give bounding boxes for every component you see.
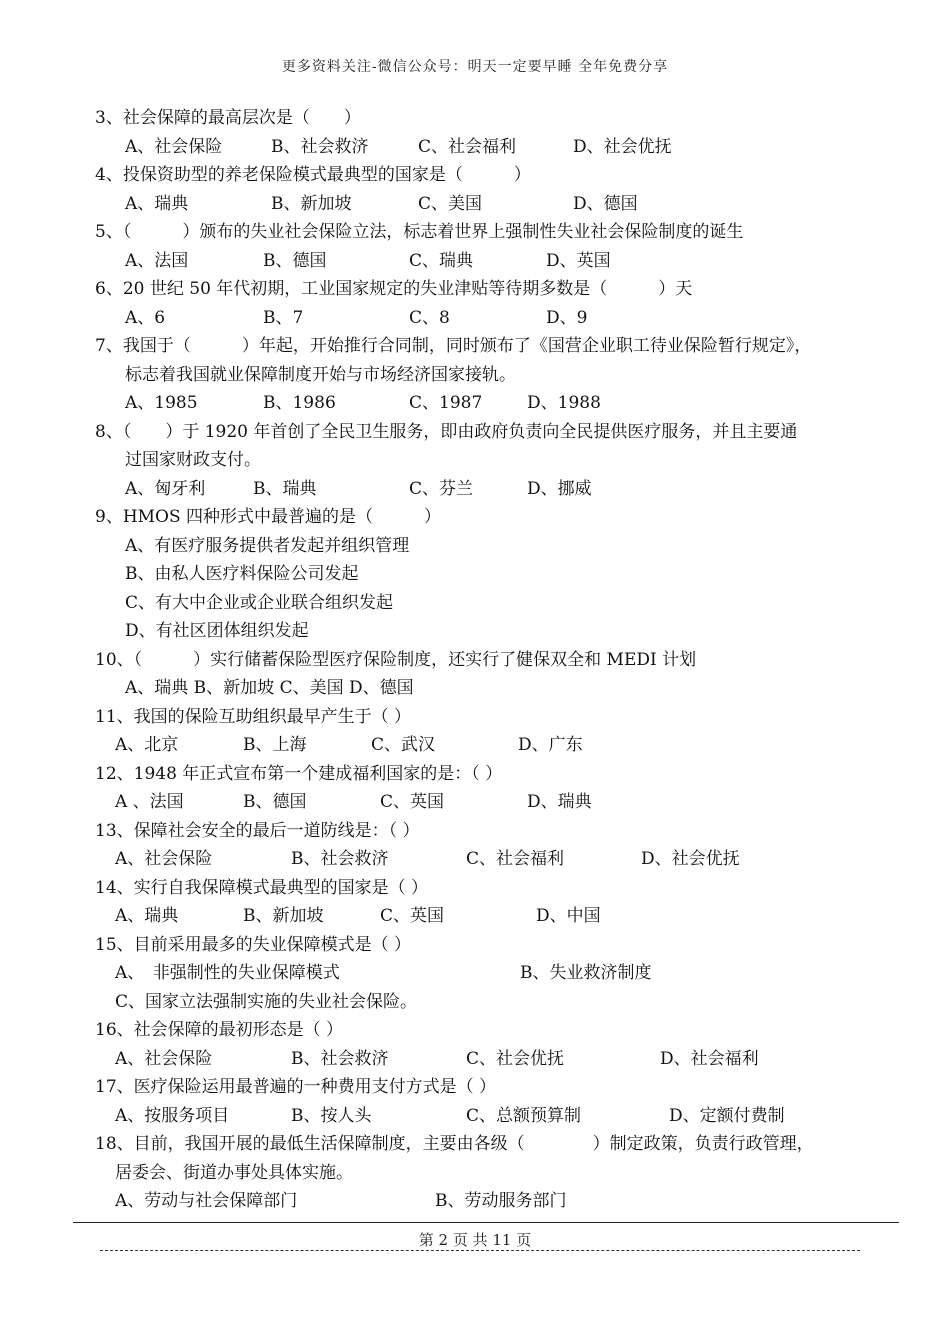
option-a: A、按服务项目 <box>115 1105 230 1126</box>
option-c: C、美国 <box>418 193 483 214</box>
question-13-options <box>95 845 895 874</box>
option-c: C、社会福利 <box>418 136 517 157</box>
option-b: B、由私人医疗料保险公司发起 <box>125 564 359 584</box>
question-11: 11、我国的保险互助组织最早产生于（ ） <box>95 706 412 727</box>
option-b: B、德国 <box>263 250 327 271</box>
dashed-cut-line <box>100 1250 860 1251</box>
question-17: 17、医疗保险运用最普遍的一种费用支付方式是（ ） <box>95 1077 497 1097</box>
option-d: D、有社区团体组织发起 <box>125 621 309 641</box>
question-16: 16、社会保障的最初形态是（ ） <box>95 1020 344 1040</box>
option-b: B、失业救济制度 <box>520 963 652 983</box>
option-b: B、社会救济 <box>291 1048 389 1069</box>
question-6-options <box>95 304 895 333</box>
option-b: B、瑞典 <box>253 478 317 499</box>
option-d: D、瑞典 <box>527 792 592 812</box>
option-a: A、社会保险 <box>115 849 213 869</box>
option-b: B、社会救济 <box>291 849 389 869</box>
option-a: A 、法国 <box>115 792 184 812</box>
option-d: D、广东 <box>518 735 583 755</box>
page-number: 第 2 页 共 11 页 <box>418 1231 532 1249</box>
question-17-options <box>95 1102 895 1131</box>
option-b: B、新加坡 <box>243 906 324 926</box>
question-8: 8、（ ）于 1920 年首创了全民卫生服务，即由政府负责向全民提供医疗服务，并且主要通 <box>95 421 798 442</box>
question-3-options <box>95 133 895 162</box>
question-7: 7、我国于（ ）年起，开始推行合同制，同时颁布了《国营企业职工待业保险暂行规定》， <box>95 336 812 356</box>
option-b: B、社会救济 <box>271 136 369 157</box>
option-a: A、北京 <box>115 735 179 755</box>
question-4-options <box>95 190 895 219</box>
option-d: D、1988 <box>527 393 601 413</box>
option-b: B、1986 <box>263 393 336 413</box>
option-b: B、德国 <box>243 792 307 812</box>
option-a: A、法国 <box>125 250 189 271</box>
option-b: B、按人头 <box>291 1105 372 1126</box>
footer-rule <box>73 1222 899 1223</box>
question-6: 6、20 世纪 50 年代初期，工业国家规定的失业津贴等待期多数是（ ）天 <box>95 279 693 299</box>
question-11-options <box>95 731 895 760</box>
option-c: C、1987 <box>409 393 483 413</box>
question-13: 13、保障社会安全的最后一道防线是：（ ） <box>95 820 420 841</box>
option-c: C、社会福利 <box>466 849 565 869</box>
option-c: C、武汉 <box>371 735 436 755</box>
question-12: 12、1948 年正式宣布第一个建成福利国家的是：（ ） <box>95 763 503 784</box>
option-c: C、有大中企业或企业联合组织发起 <box>125 592 394 613</box>
option-b: B、新加坡 <box>271 193 352 214</box>
option-a: A、劳动与社会保障部门 <box>115 1191 298 1211</box>
option-c: C、8 <box>409 307 450 328</box>
option-a: A、社会保险 <box>115 1048 213 1069</box>
question-5-options <box>95 247 895 276</box>
option-a: A、1985 <box>125 393 198 413</box>
option-d: D、社会优抚 <box>573 136 672 157</box>
option-c: C、国家立法强制实施的失业社会保险。 <box>115 991 418 1012</box>
option-a: A、匈牙利 <box>125 478 206 499</box>
question-9: 9、HMOS 四种形式中最普遍的是（ ） <box>95 507 442 527</box>
question-16-options <box>95 1045 895 1074</box>
option-a: A、有医疗服务提供者发起并组织管理 <box>125 535 410 556</box>
option-a: A、6 <box>125 307 166 328</box>
question-list <box>95 104 895 1216</box>
option-a: A、瑞典 <box>115 906 179 926</box>
option-b: B、劳动服务部门 <box>435 1191 567 1211</box>
option-c: C、英国 <box>380 792 445 812</box>
option-d: D、9 <box>546 307 588 328</box>
option-d: D、中国 <box>536 906 601 926</box>
question-8-continuation: 过国家财政支付。 <box>125 450 261 470</box>
question-12-options <box>95 788 895 817</box>
option-d: D、挪威 <box>527 478 592 499</box>
option-c: C、总额预算制 <box>466 1105 582 1126</box>
option-c: C、芬兰 <box>409 478 474 499</box>
question-7-options <box>95 389 895 418</box>
question-14: 14、实行自我保障模式最典型的国家是（ ） <box>95 877 429 898</box>
question-18-continuation: 居委会、街道办事处具体实施。 <box>115 1162 353 1183</box>
question-15: 15、目前采用最多的失业保障模式是（ ） <box>95 934 412 955</box>
option-d: D、英国 <box>546 250 611 271</box>
question-18-options <box>95 1187 895 1216</box>
question-14-options <box>95 902 895 931</box>
option-d: D、社会优抚 <box>641 849 740 869</box>
option-c: C、社会优抚 <box>466 1048 565 1069</box>
option-b: B、上海 <box>243 735 307 755</box>
question-8-options <box>95 475 895 504</box>
question-7-continuation: 标志着我国就业保障制度开始与市场经济国家接轨。 <box>125 364 516 385</box>
option-d: D、社会福利 <box>660 1048 759 1069</box>
page-header: 更多资料关注-微信公众号：明天一定要早睡 全年免费分享 <box>281 59 669 75</box>
question-5: 5、（ ）颁布的失业社会保险立法，标志着世界上强制性失业社会保险制度的诞生 <box>95 222 744 242</box>
question-18: 18、目前，我国开展的最低生活保障制度，主要由各级（ ）制定政策，负责行政管理， <box>95 1134 814 1154</box>
option-c: C、英国 <box>380 906 445 926</box>
option-d: D、定额付费制 <box>669 1105 785 1126</box>
question-3: 3、社会保障的最高层次是（ ） <box>95 108 361 128</box>
option-a: A、 非强制性的失业保障模式 <box>115 963 340 983</box>
option-c: C、瑞典 <box>409 250 474 271</box>
question-4: 4、投保资助型的养老保险模式最典型的国家是（ ） <box>95 165 531 185</box>
question-15-options-row1 <box>95 959 895 988</box>
question-10-options: A、瑞典 B、新加坡 C、美国 D、德国 <box>125 678 414 698</box>
option-a: A、瑞典 <box>125 193 189 214</box>
option-d: D、德国 <box>573 193 638 214</box>
option-a: A、社会保险 <box>125 136 223 157</box>
question-10: 10、（ ）实行储蓄保险型医疗保险制度，还实行了健保双全和 MEDI 计划 <box>95 649 697 670</box>
option-b: B、7 <box>263 307 304 328</box>
